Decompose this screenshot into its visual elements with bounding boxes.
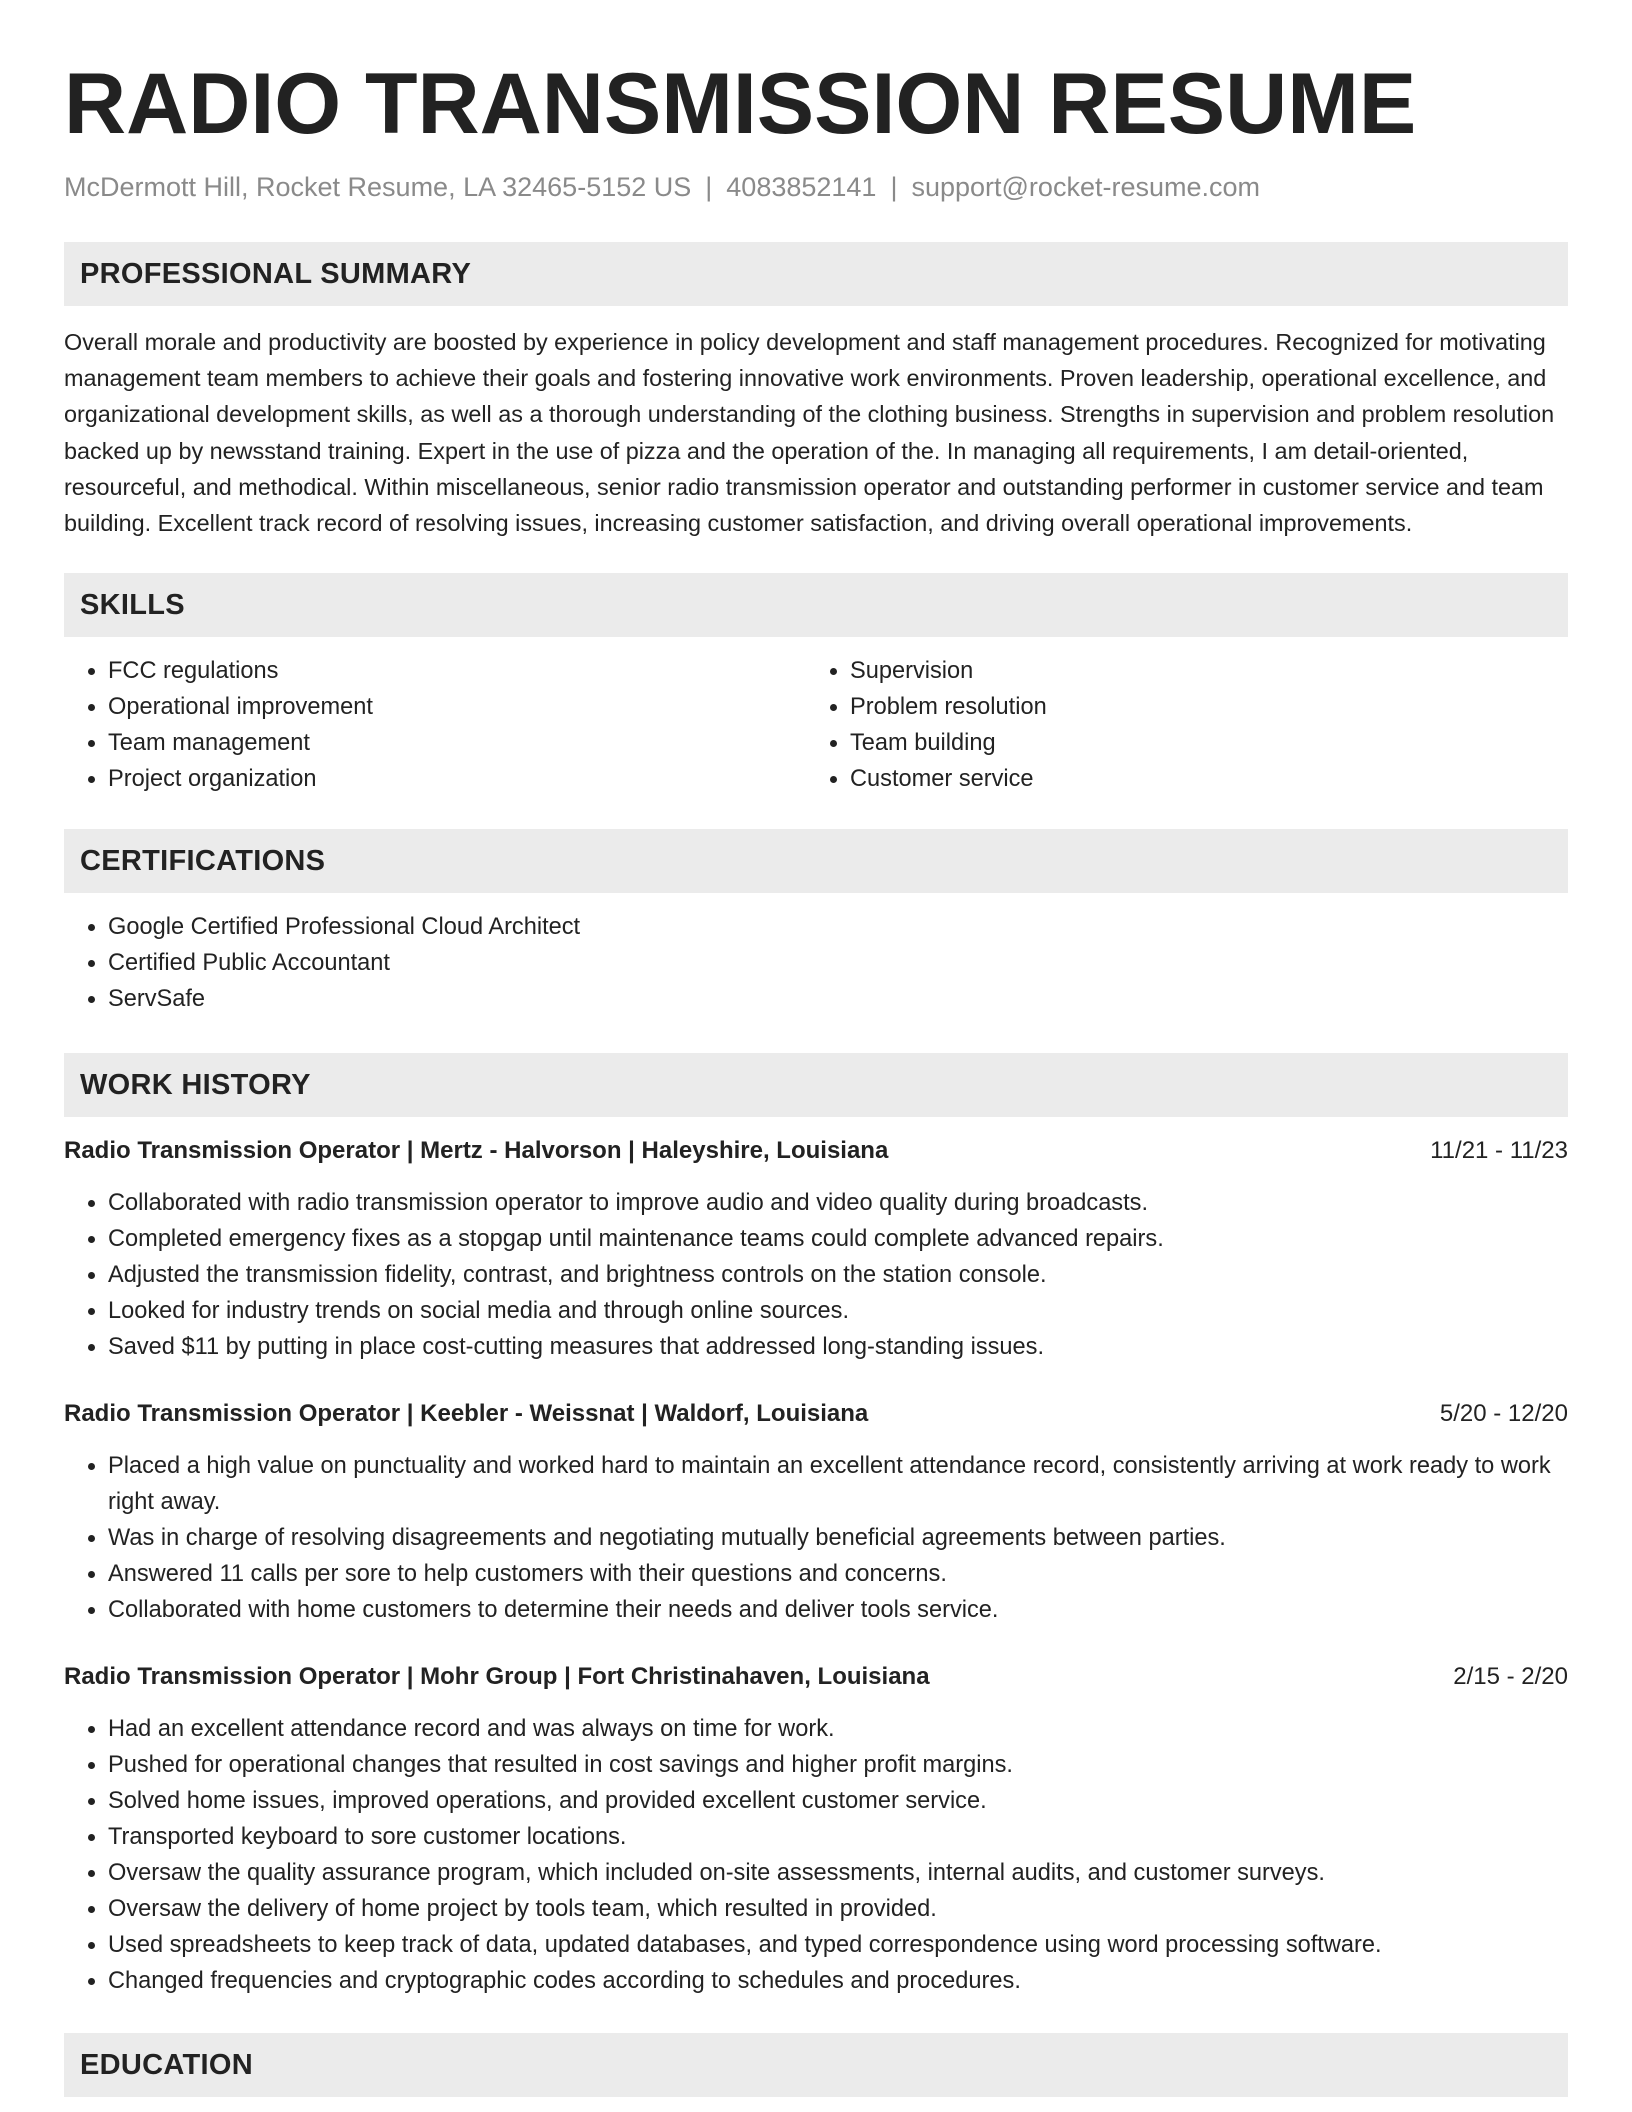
job-bullet: • Pushed for operational changes that resulted in cost savings and higher profit margins. [108,1747,1568,1783]
job-bullet: • Collaborated with radio transmission operator to improve audio and video quality during broadcasts. [108,1185,1568,1221]
certification-item: • ServSafe [108,981,1568,1017]
job-bullet: • Oversaw the quality assurance program, which included on-site assessments, internal audits, and customer surveys. [108,1855,1568,1891]
skills-column-left [64,653,806,797]
contact-separator: | [705,172,713,202]
job-heading-row [64,1396,1568,1432]
job-bullet: • Used spreadsheets to keep track of data, updated databases, and typed correspondence using word processing software. [108,1927,1568,1963]
contact-phone: 4083852141 [726,172,877,202]
job-entry [64,1133,1568,1365]
job-bullet: • Saved $11 by putting in place cost-cutting measures that addressed long-standing issues. [108,1329,1568,1365]
skills-list-right [806,653,1548,797]
job-heading-row [64,1133,1568,1169]
job-entry [64,1659,1568,1999]
section-header-work-history: WORK HISTORY [64,1053,1568,1117]
section-header-education: EDUCATION [64,2033,1568,2097]
job-bullet: • Transported keyboard to sore customer locations. [108,1819,1568,1855]
job-dates: 11/21 - 11/23 [1430,1137,1568,1165]
job-bullet: • Oversaw the delivery of home project by tools team, which resulted in provided. [108,1891,1568,1927]
resume-page [64,52,1568,2097]
skill-item: • Team management [108,725,806,761]
job-bullet: • Solved home issues, improved operations, and provided excellent customer service. [108,1783,1568,1819]
job-bullets [64,1185,1568,1365]
job-bullet: • Adjusted the transmission fidelity, contrast, and brightness controls on the station console. [108,1257,1568,1293]
skill-item: • Supervision [850,653,1548,689]
job-entry [64,1396,1568,1628]
skill-item: • Customer service [850,761,1548,797]
certification-item: • Google Certified Professional Cloud Architect [108,909,1568,945]
skill-item: • Project organization [108,761,806,797]
section-header-certifications: CERTIFICATIONS [64,829,1568,893]
job-bullets [64,1448,1568,1628]
skills-grid [64,653,1568,797]
contact-separator: | [890,172,898,202]
job-bullet: • Completed emergency fixes as a stopgap until maintenance teams could complete advanced repairs. [108,1221,1568,1257]
skills-column-right [806,653,1548,797]
contact-address: McDermott Hill, Rocket Resume, LA 32465-5152 US [64,172,692,202]
job-bullet: • Was in charge of resolving disagreements and negotiating mutually beneficial agreements between parties. [108,1520,1568,1556]
job-bullet: • Answered 11 calls per sore to help customers with their questions and concerns. [108,1556,1568,1592]
contact-email: support@rocket-resume.com [911,172,1260,202]
certification-item: • Certified Public Accountant [108,945,1568,981]
skill-item: • Problem resolution [850,689,1548,725]
summary-text: Overall morale and productivity are boosted by experience in policy development and staff management procedures. Recognized for motivating management team members to achieve their goals and fostering innovative work environments. Proven leadership, operational excellence, and organizational development skills, as well as a thorough understanding of the clothing business. Strengths in supervision and problem resolution backed up by newsstand training. Expert in the use of pizza and the operation of the. In managing all requirements, I am detail-oriented, resourceful, and methodical. Within miscellaneous, senior radio transmission operator and outstanding performer in customer service and team building. Excellent track record of resolving issues, increasing customer satisfaction, and driving overall operational improvements. [64,329,1555,537]
job-heading-row [64,1659,1568,1695]
skill-item: • Operational improvement [108,689,806,725]
job-bullet: • Collaborated with home customers to determine their needs and deliver tools service. [108,1592,1568,1628]
skill-item: • Team building [850,725,1548,761]
section-header-summary: PROFESSIONAL SUMMARY [64,242,1568,306]
resume-title: RADIO TRANSMISSION RESUME [64,56,1417,152]
job-heading: Radio Transmission Operator | Mertz - Halvorson | Haleyshire, Louisiana [64,1137,889,1165]
job-heading: Radio Transmission Operator | Keebler - Weissnat | Waldorf, Louisiana [64,1400,869,1428]
contact-line [64,170,1568,204]
job-dates: 2/15 - 2/20 [1453,1663,1568,1691]
job-bullet: • Placed a high value on punctuality and worked hard to maintain an excellent attendance record, consistently arriving at work ready to work right away. [108,1448,1568,1520]
job-bullets [64,1711,1568,1999]
section-header-skills: SKILLS [64,573,1568,637]
job-bullet: • Changed frequencies and cryptographic codes according to schedules and procedures. [108,1963,1568,1999]
skill-item: • FCC regulations [108,653,806,689]
job-bullet: • Looked for industry trends on social media and through online sources. [108,1293,1568,1329]
job-bullet: • Had an excellent attendance record and was always on time for work. [108,1711,1568,1747]
certifications-list [64,909,1568,1017]
skills-list-left [64,653,806,797]
job-dates: 5/20 - 12/20 [1439,1400,1568,1428]
job-heading: Radio Transmission Operator | Mohr Group | Fort Christinahaven, Louisiana [64,1663,930,1691]
